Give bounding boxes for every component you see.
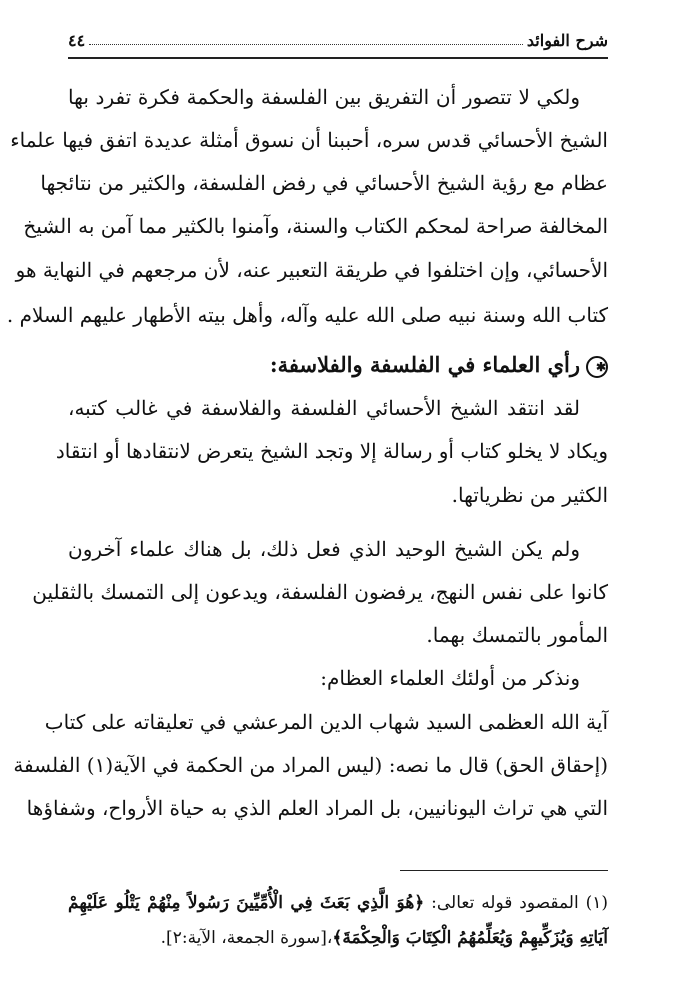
page-number: ٤٤ [68,31,86,50]
text-line: ونذكر من أولئك العلماء العظام: [320,666,580,690]
text-line: كتاب الله وسنة نبيه صلى الله عليه وآله، وأهل بيته الأطهار عليهم السلام . [6,303,608,327]
text-line: كانوا على نفس النهج، يرفضون الفلسفة، ويدعون إلى التمسك بالثقلين [32,580,608,604]
footnote-rule [400,870,608,871]
text-line: المخالفة صراحة لمحكم الكتاب والسنة، وآمنوا بالكثير مما آمن به الشيخ [23,214,608,238]
text-line: آية الله العظمى السيد شهاب الدين المرعشي في تعليقاته على كتاب [44,710,608,734]
text-line: ويكاد لا يخلو كتاب أو رسالة إلا وتجد الشيخ يتعرض لانتقادها أو انتقاد [55,439,608,463]
text-line: ولكي لا تتصور أن التفريق بين الفلسفة والحكمة فكرة تفرد بها [68,85,580,109]
text-line: الأحسائي، وإن اختلفوا في طريقة التعبير عنه، لأن مرجعهم في النهاية هو [15,258,608,282]
flower-ornament-icon: ✱ [586,356,608,378]
text-line: ولم يكن الشيخ الوحيد الذي فعل ذلك، بل هناك علماء آخرون [68,537,581,561]
book-title: شرح الفوائد [526,31,608,50]
section-heading-text: رأي العلماء في الفلسفة والفلاسفة: [269,352,580,377]
running-header [68,24,608,50]
footnote-prefix: (١) المقصود قوله تعالى: [424,893,608,913]
header-dot-leader [89,44,523,45]
text-line: المأمور بالتمسك بهما. [426,623,608,647]
text-line: عظام مع رؤية الشيخ الأحسائي في رفض الفلسفة، والكثير من نتائجها [40,171,608,195]
text-line: (إحقاق الحق) قال ما نصه: (ليس المراد من الحكمة في الآية(١) الفلسفة [13,753,608,777]
section-heading [68,350,608,380]
header-rule [68,57,608,59]
text-line: الشيخ الأحسائي قدس سره، أحببنا أن نسوق أمثلة عديدة اتفق فيها علماء [10,128,608,152]
quran-verse: ﴿هُوَ الَّذِي بَعَثَ فِي الْأُمِّيِّينَ رَسُولاً مِنْهُمْ يَتْلُو عَلَيْهِمْ [68,893,425,913]
text-line: التي هي تراث اليونانيين، بل المراد العلم الذي به حياة الأرواح، وشفاؤها [26,796,608,820]
quran-verse: آيَاتِهِ وَيُزَكِّيهِمْ وَيُعَلِّمُهُمُ الْكِتَابَ وَالْحِكْمَةَ﴾ [332,928,608,948]
footnote-line [68,925,608,951]
footnote-line [68,890,608,916]
verse-reference: ،[سورة الجمعة، الآية:٢]. [160,928,333,948]
text-line: لقد انتقد الشيخ الأحسائي الفلسفة والفلاسفة في غالب كتبه، [68,396,580,420]
text-line: الكثير من نظرياتها. [451,483,608,507]
